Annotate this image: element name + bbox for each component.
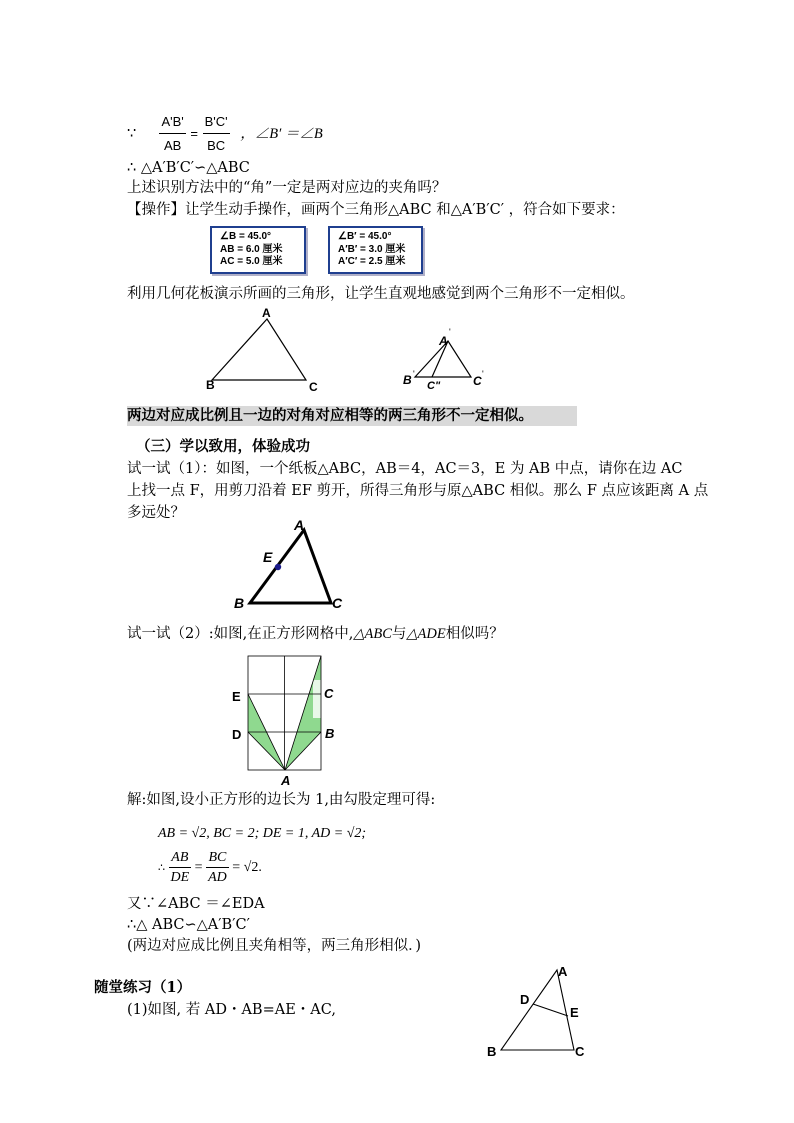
label-b: B xyxy=(206,378,215,392)
measure-box-abc xyxy=(210,226,306,274)
measure-angle-b-prime: ∠B′ = 45.0° xyxy=(338,231,392,242)
label-c-prime-mark: ' xyxy=(482,369,484,379)
operation-text: 【操作】让学生动手操作，画两个三角形△ABC 和△A′B′C′ ，符合如下要求： xyxy=(127,202,625,218)
fraction-bc xyxy=(203,112,230,156)
question-text: 上述识别方法中的“角”一定是两对应边的夹角吗？ xyxy=(127,180,447,196)
angle-condition: ，∠B′ ＝∠B xyxy=(240,126,323,142)
label-b: B xyxy=(234,595,245,611)
label-c-double-prime: C" xyxy=(427,380,441,392)
try1-line2: 上找一点 F，用剪刀沿着 EF 剪开，所得三角形与原△ABC 相似。那么 F 点应该距离 A 点 xyxy=(127,483,709,499)
measure-ac-prime: A′C′ = 2.5 厘米 xyxy=(338,256,406,267)
figure-square-grid xyxy=(225,650,350,790)
figure-practice-triangle xyxy=(482,960,592,1065)
label-b: B xyxy=(487,1044,497,1059)
try2-mid: 与 xyxy=(391,626,407,642)
conclusion-highlight: 两边对应成比例且一边的对角对应相等的两三角形不一定相似。 xyxy=(127,406,577,426)
label-a: A xyxy=(262,306,271,320)
demo-text: 利用几何花板演示所画的三角形，让学生直观地感觉到两个三角形不一定相似。 xyxy=(127,286,635,302)
label-e: E xyxy=(263,549,273,565)
because-symbol: ∵ xyxy=(127,126,137,142)
try2-line xyxy=(127,624,504,644)
ratio-bc-ad-denominator: AD xyxy=(208,870,227,885)
ratio-ab-de xyxy=(169,850,192,886)
label-d: D xyxy=(232,727,242,742)
label-c: C xyxy=(309,380,318,394)
fraction-bc-denominator: BC xyxy=(207,138,226,153)
math-ratio xyxy=(158,850,262,886)
label-c: C xyxy=(575,1044,585,1059)
ratio-bc-ad xyxy=(206,850,229,886)
fraction-ab xyxy=(159,112,185,156)
label-a-prime: A xyxy=(439,334,448,348)
equals-sign: = xyxy=(190,126,198,141)
practice-question-1: (1)如图, 若 AD・AB=AE・AC, xyxy=(127,1002,336,1018)
label-a: A xyxy=(294,517,305,533)
measure-box-abc-prime xyxy=(328,226,423,274)
label-a: A xyxy=(281,773,291,788)
figure-paper-triangle xyxy=(228,516,358,613)
section-title: （三）学以致用，体验成功 xyxy=(136,438,310,455)
ratio-ab-de-denominator: DE xyxy=(170,870,190,885)
try2-prefix: 试一试（2）:如图,在正方形网格中, xyxy=(127,626,354,642)
theorem-note: (两边对应成比例且夹角相等，两三角形相似．) xyxy=(127,938,422,954)
try1-line1: 试一试（1）：如图，一个纸板△ABC，AB＝4，AC＝3，E 为 AB 中点，请你在边 AC xyxy=(127,461,683,477)
try1-line3: 多远处？ xyxy=(127,505,185,521)
try2-triangle-abc: △ABC xyxy=(353,626,392,642)
triangle-abc xyxy=(206,306,318,394)
try2-triangle-ade: △ADE xyxy=(406,626,446,642)
therefore-similar: ∴ △A′B′C′∽△ABC xyxy=(127,160,250,176)
label-e: E xyxy=(232,689,241,704)
label-b-prime-mark: ' xyxy=(413,369,415,379)
fraction-ab-numerator: A'B' xyxy=(159,112,185,134)
fraction-ab-denominator: AB xyxy=(163,138,182,153)
measure-ac: AC = 5.0 厘米 xyxy=(220,256,283,267)
ratio-ab-de-numerator: AB xyxy=(169,850,192,868)
label-c: C xyxy=(332,595,343,611)
triangle-abc-prime xyxy=(403,327,484,392)
solution-intro: 解:如图,设小正方形的边长为 1,由勾股定理可得: xyxy=(127,792,436,808)
fraction-bc-numerator: B'C' xyxy=(203,112,230,134)
figure-two-triangles xyxy=(195,305,505,400)
label-d: D xyxy=(520,992,530,1007)
measure-ab-prime: A′B′ = 3.0 厘米 xyxy=(338,243,406,255)
measure-ab: AB = 6.0 厘米 xyxy=(220,243,283,255)
label-a: A xyxy=(558,964,568,979)
midpoint-e-dot xyxy=(275,564,281,570)
therefore-similar-2: ∴△ ABC∽△A′B′C′ xyxy=(127,917,250,933)
label-a-prime-mark: ' xyxy=(449,327,451,337)
also-angle-line: 又∵∠ABC ＝∠EDA xyxy=(127,896,265,912)
label-e: E xyxy=(570,1005,579,1020)
label-b-prime: B xyxy=(403,373,412,387)
practice-title: 随堂练习（1） xyxy=(94,979,192,996)
ratio-result: = √2. xyxy=(232,860,262,876)
ratio-bc-ad-numerator: BC xyxy=(206,850,229,868)
label-c-prime: C xyxy=(473,374,482,388)
label-c: C xyxy=(324,686,334,701)
math-lengths: AB = √2, BC = 2; DE = 1, AD = √2; xyxy=(158,826,367,841)
label-b: B xyxy=(325,726,335,741)
because-line xyxy=(127,112,323,156)
therefore-symbol: ∴ xyxy=(158,862,165,875)
ratio-equals: = xyxy=(194,860,203,876)
measure-angle-b: ∠B = 45.0° xyxy=(220,231,272,242)
try2-suffix: 相似吗？ xyxy=(445,626,504,642)
